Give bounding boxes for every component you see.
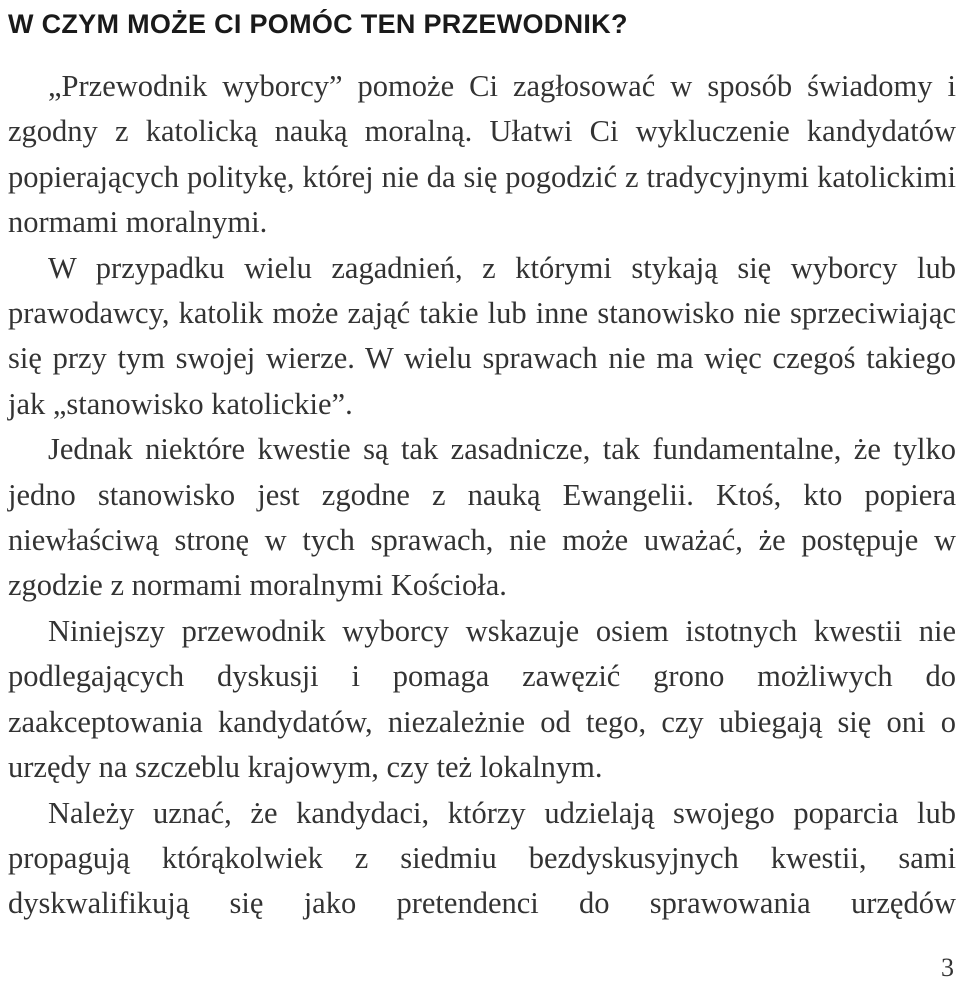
body-text [8, 64, 956, 927]
section-heading: W CZYM MOŻE CI POMÓC TEN PRZEWODNIK? [8, 9, 628, 39]
paragraph-purpose: „Przewodnik wyborcy” pomoże Ci zagłosować w sposób świadomy i zgodny z katolicką nauką moralną. Ułatwi Ci wykluczenie kandydatów popierających politykę, której nie da się pogodzić z tradycyjnymi katolickimi normami moralnymi. [8, 69, 956, 240]
document-page [8, 0, 956, 983]
paragraph-disqualification: Należy uznać, że kandydaci, którzy udzielają swojego poparcia lub propagują którąkolwiek z siedmiu bezdyskusyjnych kwestii, sami dyskwalifikują się jako pretendenci do sprawowania urzędów [8, 795, 956, 921]
page-number: 3 [941, 953, 954, 982]
paragraph-guide-scope: Niniejszy przewodnik wyborcy wskazuje osiem istotnych kwestii nie podlegających dyskusji i pomaga zawęzić grono możliwych do zaakceptowania kandydatów, niezależnie od tego, czy ubiegają się oni o urzędy na szczeblu krajowym, czy też lokalnym. [8, 613, 956, 785]
paragraph-fundamental-issues: Jednak niektóre kwestie są tak zasadnicze, tak fundamentalne, że tylko jedno stanowisko jest zgodne z nauką Ewangelii. Ktoś, kto popiera niewłaściwą stronę w tych sprawach, nie może uważać, że postępuje w zgodzie z normami moralnymi Kościoła. [8, 432, 956, 603]
paragraph-many-issues: W przypadku wielu zagadnień, z którymi stykają się wyborcy lub prawodawcy, katolik może zająć takie lub inne stanowisko nie sprzeciwiając się przy tym swojej wierze. W wielu sprawach nie ma więc czegoś takiego jak „stanowisko katolickie”. [8, 250, 956, 421]
